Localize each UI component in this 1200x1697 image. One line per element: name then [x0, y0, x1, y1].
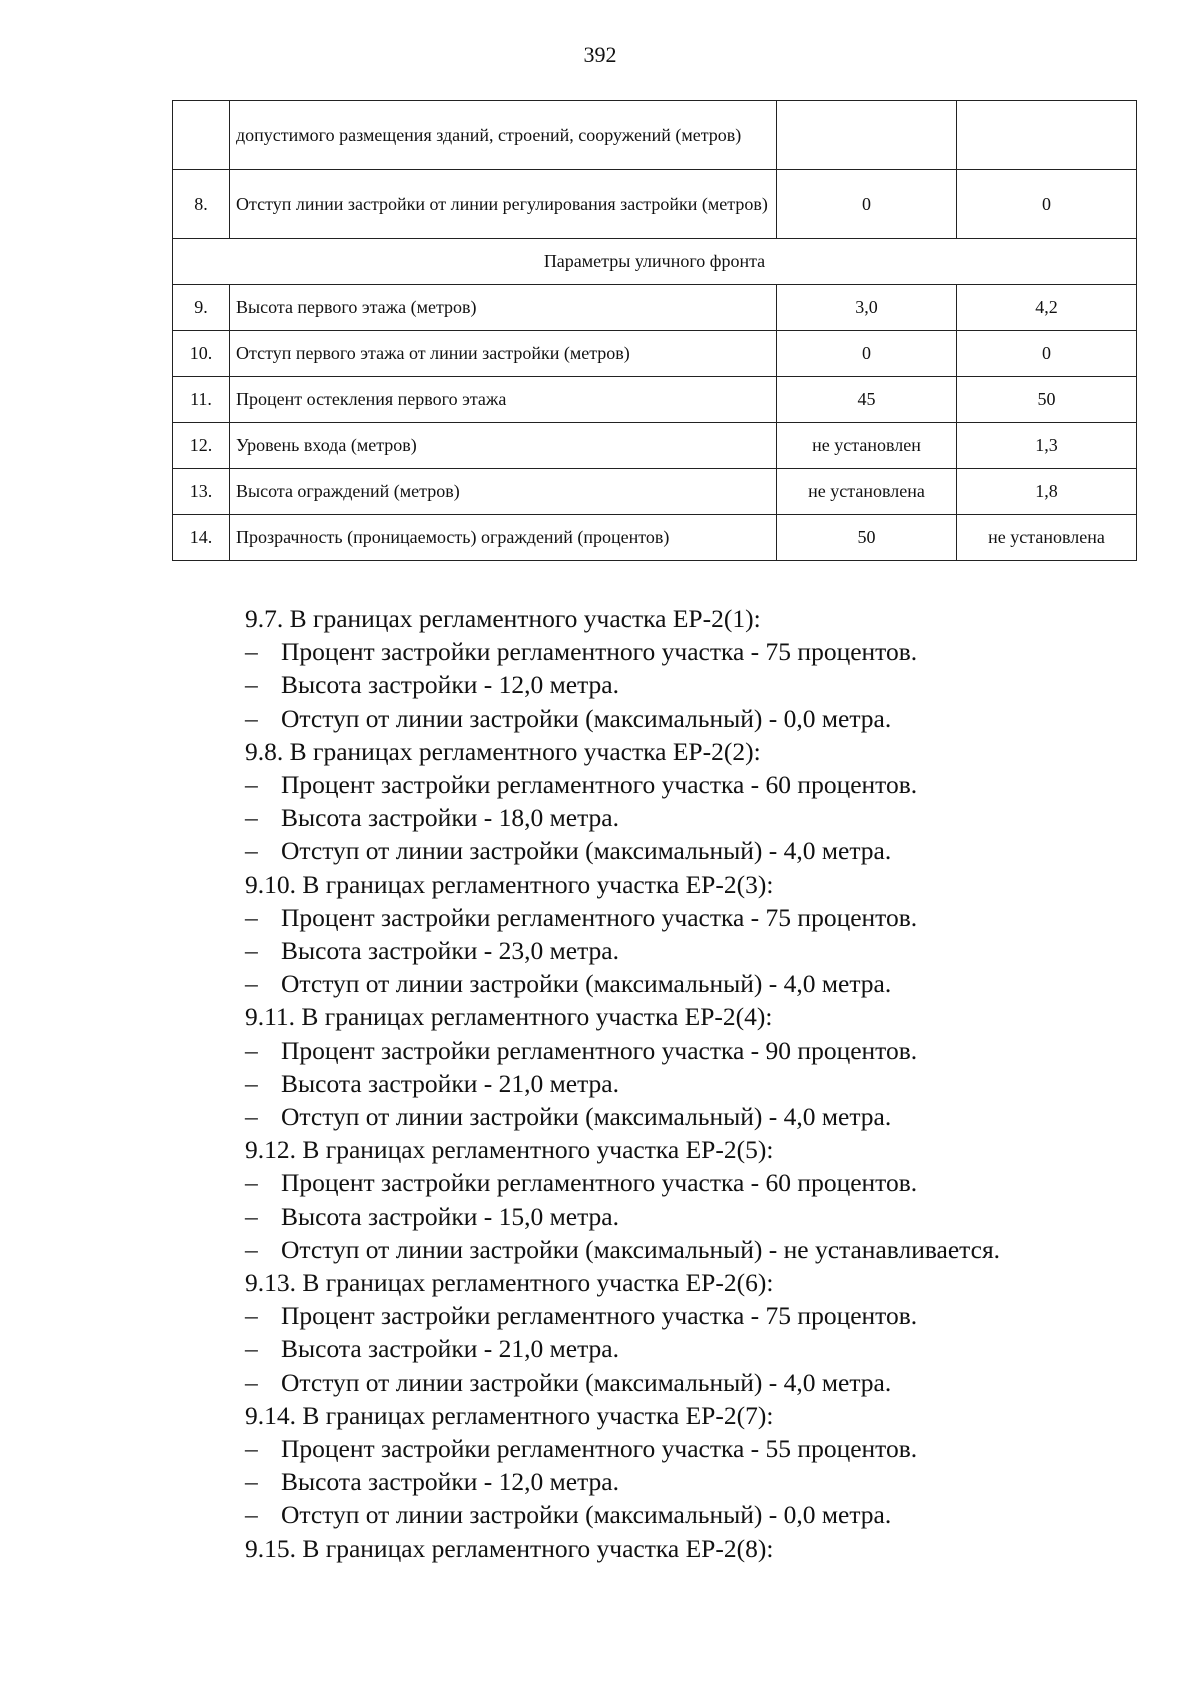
line-text: Отступ от линии застройки (максимальный) - 4,0 метра.	[281, 1102, 892, 1132]
section-heading	[245, 602, 1145, 635]
line-text: 9.8. В границах регламентного участка ЕР-2(2):	[245, 736, 761, 766]
dash-bullet: –	[245, 1301, 258, 1331]
line-text: 9.7. В границах регламентного участка ЕР-2(1):	[245, 604, 761, 633]
bullet-item	[245, 834, 1145, 867]
value-column-2: не установлена	[957, 515, 1137, 561]
line-text: Высота застройки - 23,0 метра.	[281, 936, 619, 966]
dash-bullet: –	[245, 1234, 258, 1264]
row-number	[173, 101, 230, 170]
line-text: Высота застройки - 12,0 метра.	[281, 670, 619, 700]
dash-bullet: –	[245, 637, 258, 667]
line-text: 9.15. В границах регламентного участка ЕР-2(8):	[245, 1533, 774, 1563]
line-text: Отступ от линии застройки (максимальный) - не устанавливается.	[281, 1234, 1001, 1264]
parameters-table	[172, 100, 1137, 561]
dash-bullet: –	[245, 1035, 258, 1065]
dash-bullet: –	[245, 1467, 258, 1497]
value-column-2: 1,8	[957, 469, 1137, 515]
dash-bullet: –	[245, 969, 258, 999]
line-text: 9.14. В границах регламентного участка ЕР-2(7):	[245, 1400, 774, 1430]
line-text: 9.10. В границах регламентного участка ЕР-2(3):	[245, 869, 774, 899]
line-text: Высота застройки - 21,0 метра.	[281, 1068, 619, 1098]
page-number: 392	[583, 42, 617, 67]
value-column-1: не установлен	[777, 423, 957, 469]
line-text: Высота застройки - 18,0 метра.	[281, 803, 619, 833]
parameter-name: Высота первого этажа (метров)	[230, 285, 777, 331]
line-text: 9.13. В границах регламентного участка ЕР-2(6):	[245, 1268, 774, 1298]
bullet-item	[245, 1100, 1145, 1133]
parameter-name: Уровень входа (метров)	[230, 423, 777, 469]
dash-bullet: –	[245, 1367, 258, 1397]
dash-bullet: –	[245, 703, 258, 733]
bullet-item	[245, 901, 1145, 934]
dash-bullet: –	[245, 1434, 258, 1464]
row-number: 14.	[173, 515, 230, 561]
parameter-name: Высота ограждений (метров)	[230, 469, 777, 515]
dash-bullet: –	[245, 936, 258, 966]
value-column-1: не установлена	[777, 469, 957, 515]
row-number: 13.	[173, 469, 230, 515]
line-text: Высота застройки - 15,0 метра.	[281, 1201, 619, 1231]
line-text: Процент застройки регламентного участка - 60 процентов.	[281, 770, 918, 800]
parameter-name: Отступ линии застройки от линии регулирования застройки (метров)	[230, 170, 777, 239]
line-text: Отступ от линии застройки (максимальный) - 4,0 метра.	[281, 1367, 892, 1397]
value-column-2	[957, 101, 1137, 170]
dash-bullet: –	[245, 1500, 258, 1530]
section-heading	[245, 1532, 1145, 1565]
table-row	[173, 423, 1137, 469]
dash-bullet: –	[245, 803, 258, 833]
bullet-item	[245, 1465, 1145, 1498]
table-row	[173, 285, 1137, 331]
section-heading	[245, 868, 1145, 901]
bullet-item	[245, 635, 1145, 668]
line-text: Процент застройки регламентного участка - 75 процентов.	[281, 902, 918, 932]
table-row	[173, 101, 1137, 170]
dash-bullet: –	[245, 836, 258, 866]
line-text: Процент застройки регламентного участка - 75 процентов.	[281, 1301, 918, 1331]
value-column-1: 0	[777, 170, 957, 239]
dash-bullet: –	[245, 902, 258, 932]
value-column-1: 45	[777, 377, 957, 423]
section-header-row	[173, 239, 1137, 285]
value-column-2: 0	[957, 170, 1137, 239]
dash-bullet: –	[245, 1102, 258, 1132]
value-column-1: 3,0	[777, 285, 957, 331]
value-column-2: 1,3	[957, 423, 1137, 469]
table-row	[173, 515, 1137, 561]
line-text: Высота застройки - 12,0 метра.	[281, 1467, 619, 1497]
row-number: 8.	[173, 170, 230, 239]
dash-bullet: –	[245, 1068, 258, 1098]
line-text: Процент застройки регламентного участка - 75 процентов.	[281, 637, 918, 667]
line-text: Процент застройки регламентного участка - 55 процентов.	[281, 1434, 918, 1464]
bullet-item	[245, 1366, 1145, 1399]
parameter-name: Отступ первого этажа от линии застройки (метров)	[230, 331, 777, 377]
bullet-item	[245, 1432, 1145, 1465]
bullet-item	[245, 1233, 1145, 1266]
value-column-2: 4,2	[957, 285, 1137, 331]
bullet-item	[245, 668, 1145, 701]
bullet-item	[245, 1299, 1145, 1332]
row-number: 9.	[173, 285, 230, 331]
table-row	[173, 170, 1137, 239]
section-heading	[245, 1399, 1145, 1432]
section-heading	[245, 1000, 1145, 1033]
table-row	[173, 331, 1137, 377]
section-header: Параметры уличного фронта	[173, 239, 1137, 285]
row-number: 11.	[173, 377, 230, 423]
parameter-name: Процент остекления первого этажа	[230, 377, 777, 423]
row-number: 10.	[173, 331, 230, 377]
value-column-1: 0	[777, 331, 957, 377]
table-row	[173, 377, 1137, 423]
section-heading	[245, 735, 1145, 768]
bullet-item	[245, 934, 1145, 967]
regulation-text	[245, 602, 1145, 1565]
bullet-item	[245, 1166, 1145, 1199]
line-text: 9.12. В границах регламентного участка ЕР-2(5):	[245, 1135, 774, 1165]
bullet-item	[245, 1034, 1145, 1067]
bullet-item	[245, 702, 1145, 735]
table-row	[173, 469, 1137, 515]
bullet-item	[245, 1200, 1145, 1233]
section-heading	[245, 1266, 1145, 1299]
parameter-name: Прозрачность (проницаемость) ограждений (процентов)	[230, 515, 777, 561]
dash-bullet: –	[245, 670, 258, 700]
line-text: Отступ от линии застройки (максимальный) - 4,0 метра.	[281, 969, 892, 999]
bullet-item	[245, 1498, 1145, 1531]
line-text: 9.11. В границах регламентного участка ЕР-2(4):	[245, 1002, 773, 1032]
dash-bullet: –	[245, 770, 258, 800]
bullet-item	[245, 1067, 1145, 1100]
line-text: Отступ от линии застройки (максимальный) - 0,0 метра.	[281, 1500, 892, 1530]
row-number: 12.	[173, 423, 230, 469]
value-column-2: 50	[957, 377, 1137, 423]
dash-bullet: –	[245, 1334, 258, 1364]
section-heading	[245, 1133, 1145, 1166]
line-text: Процент застройки регламентного участка - 60 процентов.	[281, 1168, 918, 1198]
bullet-item	[245, 768, 1145, 801]
line-text: Процент застройки регламентного участка - 90 процентов.	[281, 1035, 918, 1065]
dash-bullet: –	[245, 1201, 258, 1231]
dash-bullet: –	[245, 1168, 258, 1198]
bullet-item	[245, 1332, 1145, 1365]
bullet-item	[245, 967, 1145, 1000]
value-column-2: 0	[957, 331, 1137, 377]
line-text: Высота застройки - 21,0 метра.	[281, 1334, 619, 1364]
value-column-1: 50	[777, 515, 957, 561]
parameter-name: допустимого размещения зданий, строений, сооружений (метров)	[230, 101, 777, 170]
line-text: Отступ от линии застройки (максимальный) - 4,0 метра.	[281, 836, 892, 866]
bullet-item	[245, 801, 1145, 834]
value-column-1	[777, 101, 957, 170]
line-text: Отступ от линии застройки (максимальный) - 0,0 метра.	[281, 703, 892, 733]
